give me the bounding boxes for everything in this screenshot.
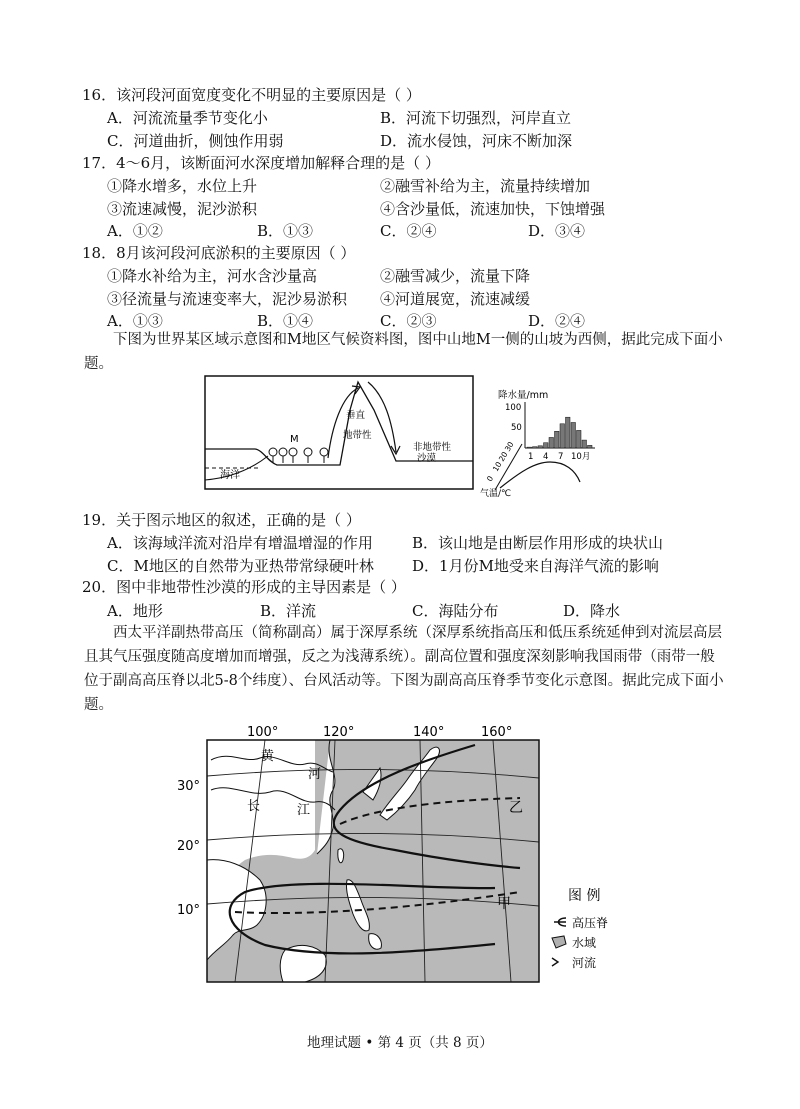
lon-140: 140°: [413, 725, 445, 740]
q19-option-b[interactable]: B．该山地是由断层作用形成的块状山: [412, 534, 664, 552]
label-zonal-2: 地带性: [343, 430, 372, 441]
question-17-stem: 17．4～6月，该断面河水深度增加解释合理的是（ ）: [82, 154, 440, 172]
q19-option-d[interactable]: D．1月份M地受来自海洋气流的影响: [412, 557, 659, 575]
q17-option-c[interactable]: C．②④: [380, 222, 437, 240]
label-ocean: 海洋: [220, 470, 240, 481]
river-icon: [552, 958, 558, 966]
legend-river: 河流: [572, 956, 597, 970]
label-huang: 黄: [261, 749, 275, 764]
month-tick-1: 1: [528, 452, 534, 462]
legend-title: 图 例: [568, 888, 601, 904]
precip-tick-100: 100: [505, 403, 522, 413]
temp-axis-label: 气温/℃: [480, 489, 512, 499]
precip-bar: [544, 443, 549, 448]
q18-option-b[interactable]: B．①④: [257, 312, 314, 330]
temp-tick-10: 10: [490, 460, 504, 473]
lat-20: 20°: [177, 839, 201, 854]
q18-statement-4: ④河道展宽，流速减缓: [380, 290, 531, 308]
question-19-stem: 19．关于图示地区的叙述，正确的是（ ）: [82, 511, 361, 529]
schematic-frame: [205, 376, 473, 489]
precip-bar: [560, 424, 565, 448]
lat-10: 10°: [177, 903, 201, 918]
month-tick-4: 4: [543, 452, 549, 462]
water-icon: [552, 936, 566, 948]
q16-option-c[interactable]: C．河道曲折，侧蚀作用弱: [107, 132, 284, 150]
page-footer: 地理试题 • 第 4 页（共 8 页）: [307, 1035, 493, 1051]
q17-option-d[interactable]: D．③④: [528, 222, 586, 240]
q20-option-a[interactable]: A．地形: [107, 602, 163, 620]
q17-statement-1: ①降水增多，水位上升: [107, 177, 258, 195]
lon-100: 100°: [247, 725, 279, 740]
q18-option-a[interactable]: A．①③: [107, 312, 163, 330]
q18-statement-1: ①降水补给为主，河水含沙量高: [107, 267, 318, 285]
q19-option-c[interactable]: C．M地区的自然带为亚热带常绿硬叶林: [107, 557, 374, 575]
label-he: 河: [308, 767, 322, 782]
label-jiang: 江: [297, 803, 311, 818]
q16-option-b[interactable]: B．河流下切强烈，河岸直立: [380, 109, 572, 127]
precip-bar: [527, 447, 532, 448]
figure1-intro: 下图为世界某区域示意图和M地区气候资料图，图中山地M一侧的山坡为西侧，据此完成下面小题。: [84, 332, 723, 372]
q17-statement-2: ②融雪补给为主，流量持续增加: [380, 177, 591, 195]
temp-tick-0: 0: [484, 474, 496, 483]
question-18-stem: 18．8月该河段河底淤积的主要原因（ ）: [82, 244, 356, 262]
figure2-intro: 西太平洋副热带高压（简称副高）属于深厚系统（深厚系统指高压和低压系统延伸到对流层高层且其气压强度随高度增加而增强，反之为浅薄系统）。副高位置和强度深刻影响我国雨带（雨带一般位于副高高压脊以北5-8个纬度）、台风活动等。下图为副高高压脊季节变化示意图。据此完成下面小题。: [84, 625, 724, 713]
legend-water: 水域: [572, 936, 597, 950]
temperature-curve: [500, 462, 580, 488]
question-20-stem: 20．图中非地带性沙漠的形成的主导因素是（ ）: [82, 578, 406, 596]
q16-option-a[interactable]: A．河流流量季节变化小: [107, 109, 268, 127]
legend-ridge: 高压脊: [572, 916, 609, 930]
temp-tick-20: 20: [496, 450, 510, 463]
q17-statement-4: ④含沙量低，流速加快，下蚀增强: [380, 200, 606, 218]
figure1-schematic: [200, 370, 680, 500]
precip-bar: [566, 417, 571, 448]
precip-axis-label: 降水量/mm: [498, 390, 549, 401]
q20-option-d[interactable]: D．降水: [563, 602, 621, 620]
q16-option-d[interactable]: D．流水侵蚀，河床不断加深: [380, 132, 573, 150]
label-jia: 甲: [497, 896, 511, 912]
q17-option-a[interactable]: A．①②: [107, 222, 163, 240]
precip-bar: [538, 446, 543, 448]
q20-option-b[interactable]: B．洋流: [260, 602, 317, 620]
precip-tick-50: 50: [511, 423, 522, 433]
label-m: M: [290, 434, 299, 445]
q17-statement-3: ③流速减慢，泥沙淤积: [107, 200, 258, 218]
precip-bar: [549, 437, 554, 448]
precip-bar: [571, 422, 576, 448]
question-16-stem: 16．该河段河面宽度变化不明显的主要原因是（ ）: [82, 86, 421, 104]
q20-option-c[interactable]: C．海陆分布: [412, 602, 499, 620]
precip-bar: [577, 430, 582, 448]
label-desert-2: 沙漠: [417, 453, 437, 464]
q18-option-d[interactable]: D．②④: [528, 312, 586, 330]
q17-option-b[interactable]: B．①③: [257, 222, 314, 240]
climate-chart: [480, 389, 595, 499]
month-tick-10: 10月: [571, 452, 591, 462]
air-flow-arrow-down: [368, 382, 396, 452]
precip-bar: [555, 431, 560, 448]
month-tick-7: 7: [558, 452, 564, 462]
q19-option-a[interactable]: A．该海域洋流对沿岸有增温增湿的作用: [107, 534, 373, 552]
lon-160: 160°: [481, 725, 513, 740]
tree-icons: [269, 448, 328, 463]
label-yi: 乙: [509, 800, 523, 816]
precip-bar: [582, 440, 587, 448]
figure2-legend: [548, 882, 658, 972]
lat-30: 30°: [177, 779, 201, 794]
q18-option-c[interactable]: C．②③: [380, 312, 437, 330]
precip-bar: [588, 445, 593, 448]
q18-statement-2: ②融雪减少，流量下降: [380, 267, 531, 285]
q18-statement-3: ③径流量与流速变率大，泥沙易淤积: [107, 290, 348, 308]
label-desert-1: 非地带性: [413, 442, 452, 453]
lon-120: 120°: [323, 725, 355, 740]
label-zonal-1: 垂直: [346, 410, 366, 421]
temp-tick-30: 30: [502, 440, 516, 453]
precip-bar: [533, 447, 538, 448]
label-chang: 长: [247, 799, 261, 814]
ridge-icon: [554, 918, 566, 926]
